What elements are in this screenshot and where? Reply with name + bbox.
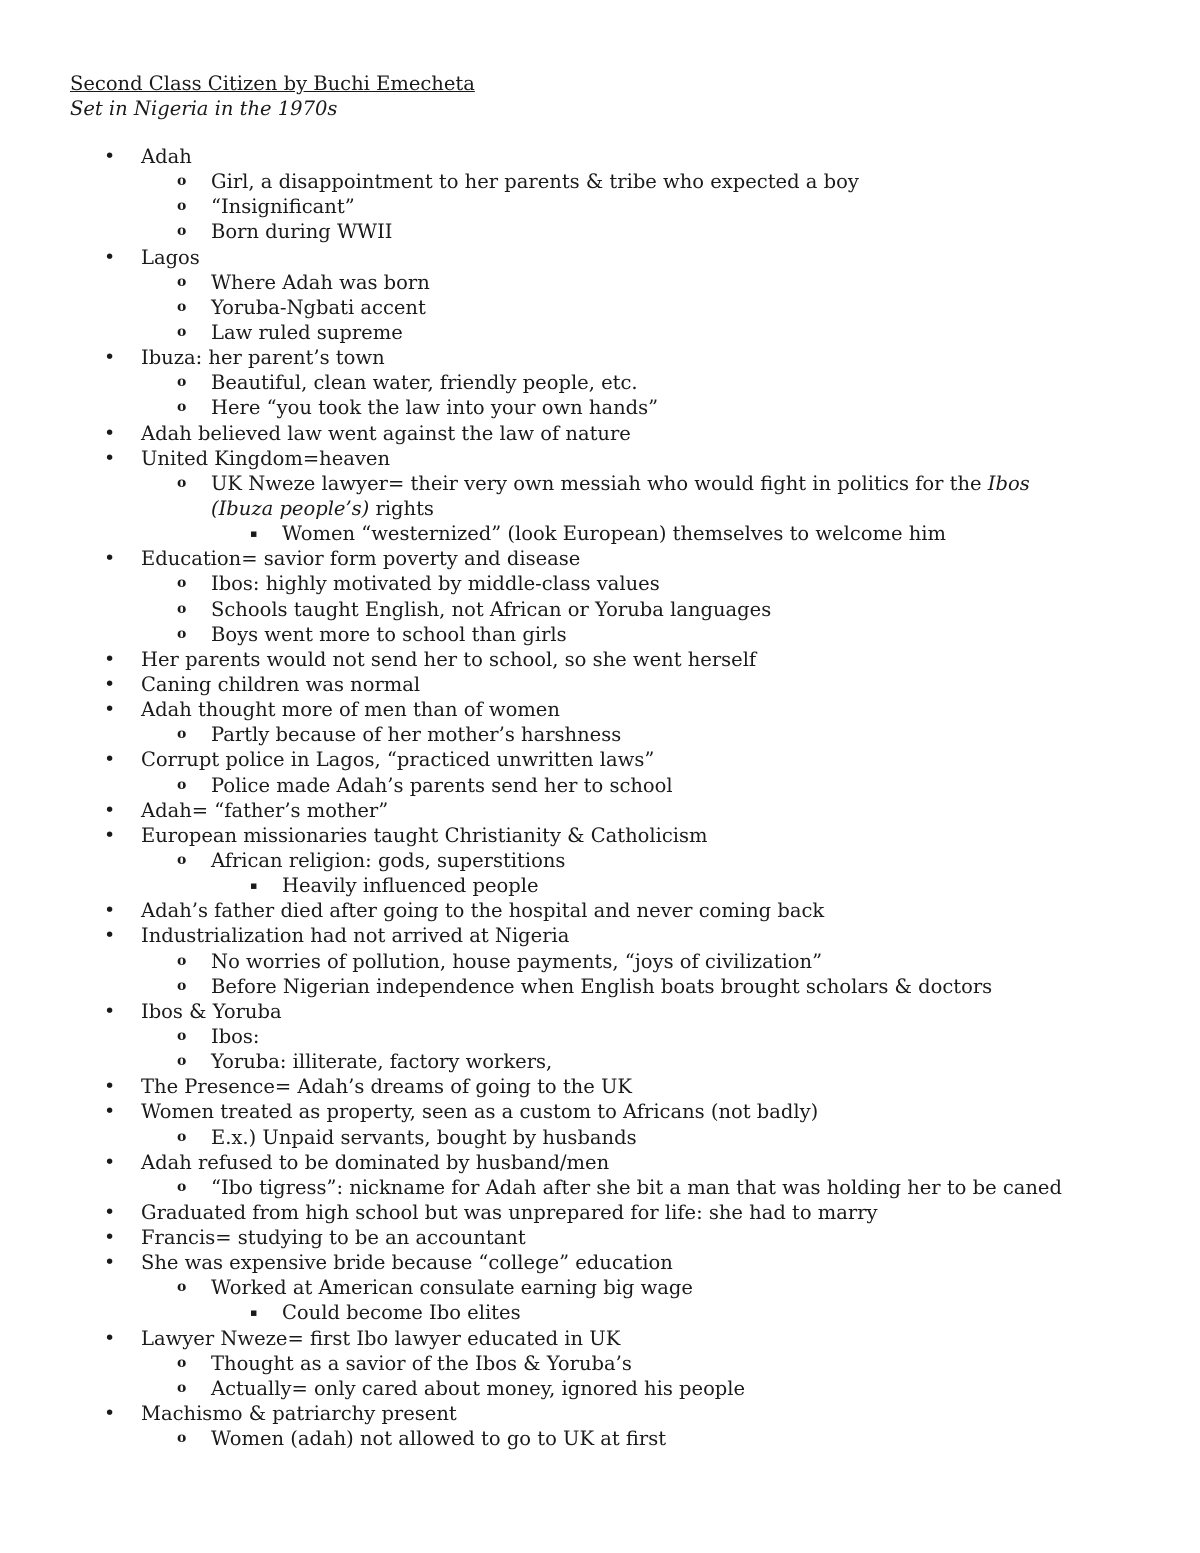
bullet-marker: o (177, 1027, 187, 1044)
bullet-marker: o (177, 952, 187, 969)
bullet-marker: o (177, 851, 187, 868)
bullet-marker: • (104, 421, 116, 444)
note-item-level-3 (0, 521, 1200, 546)
bullet-marker: o (177, 223, 187, 240)
note-item-level-2 (0, 722, 1200, 747)
bullet-marker: o (177, 273, 187, 290)
note-text-main: “Ibo tigress”: nickname for Adah after she bit a man that was holding her to be caned (211, 1175, 1062, 1199)
note-item-level-1 (0, 1200, 1200, 1225)
note-text-main: Heavily influenced people (282, 874, 539, 898)
note-text-tail: rights (369, 496, 434, 520)
note-item-level-1 (0, 546, 1200, 571)
note-text-main: Yoruba: illiterate, factory workers, (211, 1050, 553, 1074)
note-text-main: The Presence= Adah’s dreams of going to the UK (141, 1075, 632, 1099)
note-text-main: Adah’s father died after going to the hospital and never coming back (141, 899, 825, 923)
note-text (211, 1125, 637, 1150)
note-text-main: Graduated from high school but was unprepared for life: she had to marry (141, 1200, 878, 1224)
note-item-level-2 (0, 270, 1200, 295)
note-item-level-1 (0, 697, 1200, 722)
note-text-main: Beautiful, clean water, friendly people, etc. (211, 371, 638, 395)
note-text-italic: Ibos (Ibuza people’s) (211, 471, 1030, 520)
note-text-main: United Kingdom=heaven (141, 446, 391, 470)
bullet-marker: • (104, 999, 116, 1022)
note-text (141, 1401, 457, 1426)
bullet-marker: o (177, 1178, 187, 1195)
note-item-level-2 (0, 295, 1200, 320)
note-text (211, 320, 403, 345)
note-text (211, 597, 771, 622)
note-text-main: Police made Adah’s parents send her to school (211, 773, 673, 797)
note-text-main: Ibos: (211, 1024, 260, 1048)
note-item-level-2 (0, 597, 1200, 622)
note-item-level-1 (0, 446, 1200, 471)
note-text (141, 999, 282, 1024)
note-item-level-1 (0, 823, 1200, 848)
note-text (211, 571, 660, 596)
note-text (141, 421, 631, 446)
bullet-marker: • (104, 672, 116, 695)
note-item-level-1 (0, 1250, 1200, 1275)
notes-list (0, 144, 1200, 1451)
note-text (211, 974, 992, 999)
bullet-marker: o (177, 575, 187, 592)
note-text-main: Here “you took the law into your own hands” (211, 396, 659, 420)
note-text-main: “Insignificant” (211, 195, 355, 219)
note-text (211, 773, 673, 798)
note-text-main: Schools taught English, not African or Yoruba languages (211, 597, 772, 621)
bullet-marker: o (177, 977, 187, 994)
note-text (141, 672, 420, 697)
document-subtitle: Set in Nigeria in the 1970s (70, 97, 338, 120)
note-text (211, 1175, 1062, 1200)
note-text (141, 923, 569, 948)
note-text-main: Women treated as property, seen as a custom to Africans (not badly) (141, 1100, 819, 1124)
document-title: Second Class Citizen by Buchi Emecheta (70, 72, 475, 95)
note-item-level-2 (0, 320, 1200, 345)
note-text-main: Francis= studying to be an accountant (141, 1226, 526, 1250)
note-item-level-1 (0, 1074, 1200, 1099)
note-item-level-2 (0, 395, 1200, 420)
note-item-level-2 (0, 1426, 1200, 1451)
bullet-marker: o (177, 474, 187, 491)
note-text-main: Yoruba-Ngbati accent (211, 295, 426, 319)
bullet-marker: o (177, 776, 187, 793)
note-text (141, 144, 192, 169)
bullet-marker: ▪ (250, 879, 258, 893)
note-text (141, 823, 708, 848)
note-item-level-2 (0, 169, 1200, 194)
bullet-marker: • (104, 1402, 116, 1425)
note-item-level-2 (0, 773, 1200, 798)
bullet-marker: • (104, 346, 116, 369)
note-item-level-1 (0, 1326, 1200, 1351)
note-text-main: No worries of pollution, house payments, “joys of civilization” (211, 949, 823, 973)
bullet-marker: • (104, 446, 116, 469)
note-text (211, 949, 822, 974)
note-text-main: E.x.) Unpaid servants, bought by husbands (211, 1125, 637, 1149)
note-item-level-2 (0, 471, 1200, 521)
bullet-marker: • (104, 1075, 116, 1098)
bullet-marker: • (104, 924, 116, 947)
note-item-level-2 (0, 949, 1200, 974)
bullet-marker: o (177, 600, 187, 617)
note-text-main: Adah believed law went against the law of nature (141, 421, 631, 445)
note-text (141, 647, 756, 672)
bullet-marker: o (177, 173, 187, 190)
note-text (141, 1074, 632, 1099)
bullet-marker: • (104, 1150, 116, 1173)
note-item-level-2 (0, 1376, 1200, 1401)
bullet-marker: o (177, 1128, 187, 1145)
note-item-level-1 (0, 1099, 1200, 1124)
note-text (141, 546, 580, 571)
note-text (141, 697, 560, 722)
note-text (141, 1250, 673, 1275)
note-text (141, 1225, 526, 1250)
bullet-marker: o (177, 1430, 187, 1447)
bullet-marker: o (177, 726, 187, 743)
note-item-level-1 (0, 1150, 1200, 1175)
bullet-marker: o (177, 198, 187, 215)
note-text-main: She was expensive bride because “college” education (141, 1251, 673, 1275)
note-item-level-2 (0, 1125, 1200, 1150)
note-text-main: Education= savior form poverty and disease (141, 547, 581, 571)
note-item-level-2 (0, 848, 1200, 873)
bullet-marker: o (177, 1354, 187, 1371)
bullet-marker: o (177, 625, 187, 642)
note-text-main: Before Nigerian independence when English boats brought scholars & doctors (211, 974, 993, 998)
note-text-main: Corrupt police in Lagos, “practiced unwritten laws” (141, 748, 655, 772)
note-text-main: Could become Ibo elites (282, 1301, 521, 1325)
note-text-main: Partly because of her mother’s harshness (211, 723, 622, 747)
note-item-level-3 (0, 873, 1200, 898)
note-item-level-1 (0, 747, 1200, 772)
note-item-level-2 (0, 622, 1200, 647)
note-text-main: UK Nweze lawyer= their very own messiah who would fight in politics for the (211, 471, 988, 495)
note-text (211, 395, 658, 420)
bullet-marker: • (104, 145, 116, 167)
note-item-level-2 (0, 1351, 1200, 1376)
note-item-level-1 (0, 1401, 1200, 1426)
note-text (141, 747, 654, 772)
bullet-marker: o (177, 1279, 187, 1296)
note-text (141, 345, 385, 370)
bullet-marker: o (177, 298, 187, 315)
bullet-marker: • (104, 245, 116, 268)
note-text (211, 270, 430, 295)
note-item-level-1 (0, 421, 1200, 446)
bullet-marker: o (177, 323, 187, 340)
bullet-marker: o (177, 1379, 187, 1396)
note-text-main: Industrialization had not arrived at Nigeria (141, 924, 570, 948)
note-text-main: Thought as a savior of the Ibos & Yoruba’s (211, 1351, 632, 1375)
note-text (141, 898, 824, 923)
note-text (282, 521, 946, 546)
note-text-main: Adah thought more of men than of women (141, 698, 560, 722)
note-text (141, 1150, 609, 1175)
bullet-marker: • (104, 1226, 116, 1249)
note-text-main: Worked at American consulate earning big wage (211, 1276, 693, 1300)
note-text (141, 1200, 878, 1225)
bullet-marker: o (177, 374, 187, 391)
note-text-main: Adah= “father’s mother” (141, 798, 389, 822)
note-text (141, 1326, 620, 1351)
note-item-level-2 (0, 1049, 1200, 1074)
bullet-marker: ▪ (250, 527, 258, 541)
note-text-main: Born during WWII (211, 220, 393, 244)
bullet-marker: • (104, 698, 116, 721)
bullet-marker: • (104, 798, 116, 821)
note-item-level-1 (0, 898, 1200, 923)
bullet-marker: • (104, 1100, 116, 1123)
note-text-main: African religion: gods, superstitions (211, 848, 566, 872)
note-item-level-2 (0, 370, 1200, 395)
note-text (211, 622, 567, 647)
note-item-level-1 (0, 144, 1200, 169)
note-text (211, 295, 426, 320)
note-item-level-3 (0, 1300, 1200, 1325)
note-text-main: Girl, a disappointment to her parents & tribe who expected a boy (211, 170, 859, 194)
note-text-main: Adah (141, 145, 192, 168)
note-item-level-2 (0, 974, 1200, 999)
bullet-marker: • (104, 647, 116, 670)
note-text-main: Ibos & Yoruba (141, 999, 282, 1023)
note-item-level-2 (0, 1024, 1200, 1049)
note-text (211, 1351, 632, 1376)
note-text (141, 1099, 818, 1124)
note-text (211, 219, 392, 244)
note-item-level-2 (0, 194, 1200, 219)
note-text-main: Women (adah) not allowed to go to UK at first (211, 1427, 667, 1451)
note-item-level-2 (0, 1175, 1200, 1200)
note-item-level-1 (0, 923, 1200, 948)
note-text-main: Law ruled supreme (211, 320, 403, 344)
bullet-marker: • (104, 748, 116, 771)
note-text-main: European missionaries taught Christianity & Catholicism (141, 823, 708, 847)
note-text-main: Boys went more to school than girls (211, 622, 567, 646)
note-text (141, 446, 390, 471)
note-text-main: Actually= only cared about money, ignored his people (211, 1376, 746, 1400)
note-text (211, 1049, 552, 1074)
note-text-main: Where Adah was born (211, 270, 430, 294)
note-text (211, 722, 621, 747)
note-text-main: Lagos (141, 245, 200, 269)
note-text-main: Adah refused to be dominated by husband/men (141, 1150, 610, 1174)
note-text (282, 873, 539, 898)
note-text-main: Ibuza: her parent’s town (141, 346, 385, 370)
note-text-main: Women “westernized” (look European) themselves to welcome him (282, 522, 947, 546)
note-text-main: Ibos: highly motivated by middle-class values (211, 572, 660, 596)
note-text (211, 370, 638, 395)
bullet-marker: • (104, 547, 116, 570)
bullet-marker: • (104, 1200, 116, 1223)
bullet-marker: • (104, 823, 116, 846)
note-item-level-2 (0, 219, 1200, 244)
note-text (141, 245, 200, 270)
bullet-marker: • (104, 899, 116, 922)
note-item-level-2 (0, 1275, 1200, 1300)
bullet-marker: o (177, 399, 187, 416)
note-text (211, 471, 1071, 521)
note-text (282, 1300, 521, 1325)
note-text (211, 1376, 745, 1401)
note-text (211, 1275, 693, 1300)
note-text (211, 194, 355, 219)
note-text (211, 169, 859, 194)
note-text (211, 1426, 666, 1451)
note-text-main: Lawyer Nweze= first Ibo lawyer educated in UK (141, 1326, 621, 1350)
note-text (211, 1024, 260, 1049)
note-text (211, 848, 565, 873)
document-header (70, 71, 475, 121)
bullet-marker: • (104, 1326, 116, 1349)
note-item-level-1 (0, 647, 1200, 672)
note-item-level-1 (0, 999, 1200, 1024)
bullet-marker: o (177, 1053, 187, 1070)
note-text-main: Caning children was normal (141, 672, 421, 696)
note-item-level-1 (0, 245, 1200, 270)
bullet-marker: • (104, 1251, 116, 1274)
note-text-main: Her parents would not send her to school, so she went herself (141, 647, 757, 671)
bullet-marker: ▪ (250, 1306, 258, 1320)
note-text-main: Machismo & patriarchy present (141, 1402, 457, 1426)
note-text (141, 798, 388, 823)
note-item-level-1 (0, 1225, 1200, 1250)
note-item-level-1 (0, 672, 1200, 697)
note-item-level-1 (0, 345, 1200, 370)
note-item-level-1 (0, 798, 1200, 823)
note-item-level-2 (0, 571, 1200, 596)
